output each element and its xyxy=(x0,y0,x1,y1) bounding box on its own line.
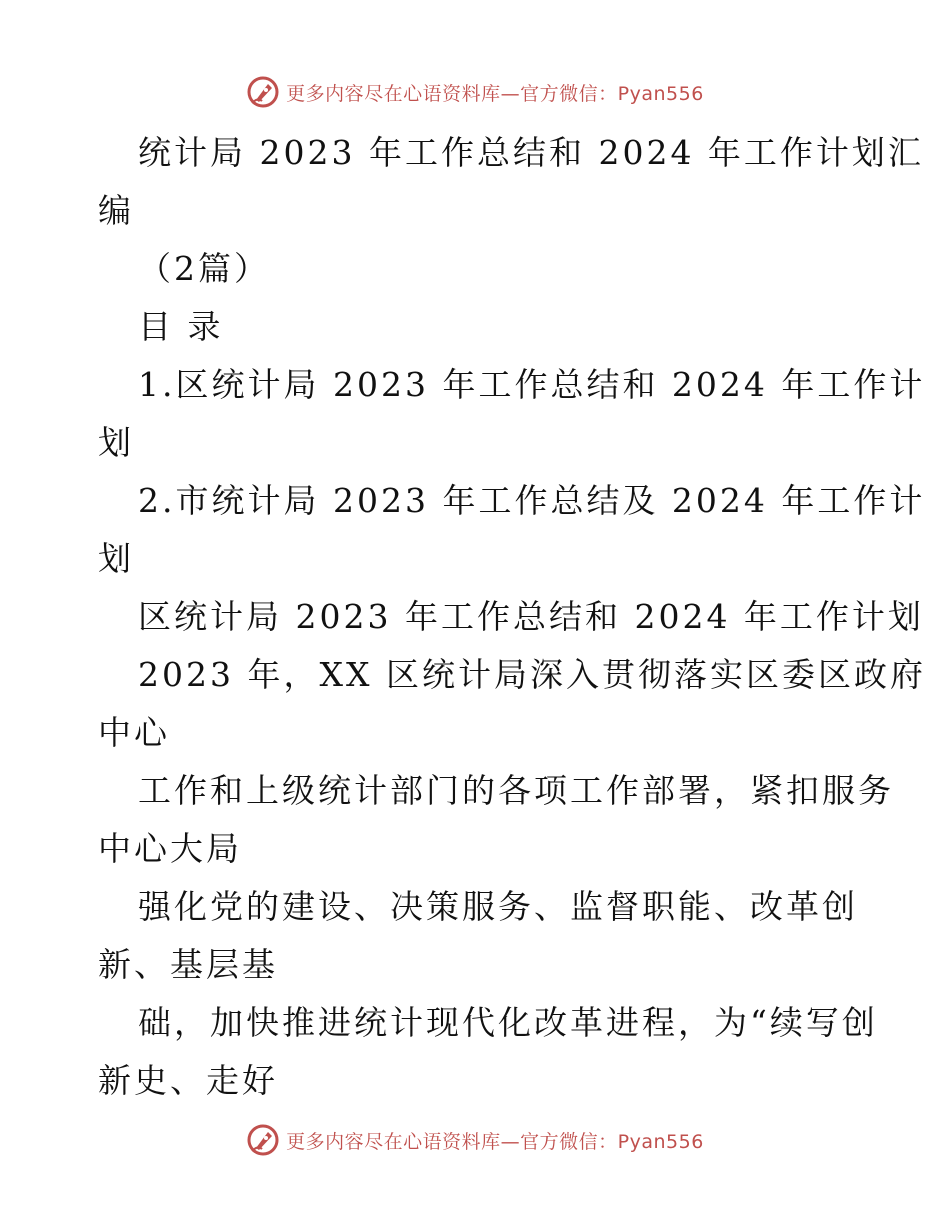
text-line: 2.市统计局 2023 年工作总结及 2024 年工作计 xyxy=(138,481,926,520)
text-line: 目 录 xyxy=(138,307,224,346)
pen-nib-logo-icon xyxy=(246,1123,280,1157)
document-body xyxy=(98,124,926,1110)
text-line: 中心 xyxy=(98,713,170,752)
text-line: 划 xyxy=(98,539,134,578)
text-line: 新史、走好 xyxy=(98,1061,278,1100)
text-line: 中心大局 xyxy=(98,829,242,868)
text-line: 强化党的建设、决策服务、监督职能、改革创 xyxy=(138,887,858,926)
text-line: 工作和上级统计部门的各项工作部署，紧扣服务 xyxy=(138,771,894,810)
text-line: 划 xyxy=(98,423,134,462)
text-line: 2023 年，XX 区统计局深入贯彻落实区委区政府 xyxy=(138,655,926,694)
watermark-text: 更多内容尽在心语资料库—官方微信：Pyan556 xyxy=(286,1130,704,1153)
text-line: 础，加快推进统计现代化改革进程，为“续写创 xyxy=(138,1003,878,1042)
text-line: 统计局 2023 年工作总结和 2024 年工作计划汇 xyxy=(138,133,924,172)
text-line: 编 xyxy=(98,191,134,230)
header-watermark xyxy=(0,72,950,112)
footer-watermark xyxy=(0,1120,950,1160)
pen-nib-logo-icon xyxy=(246,75,280,109)
text-line: 1.区统计局 2023 年工作总结和 2024 年工作计 xyxy=(138,365,926,404)
watermark-text: 更多内容尽在心语资料库—官方微信：Pyan556 xyxy=(286,82,704,105)
text-line: 区统计局 2023 年工作总结和 2024 年工作计划 xyxy=(138,597,924,636)
text-line: 新、基层基 xyxy=(98,945,278,984)
text-line: （2篇） xyxy=(138,249,270,288)
